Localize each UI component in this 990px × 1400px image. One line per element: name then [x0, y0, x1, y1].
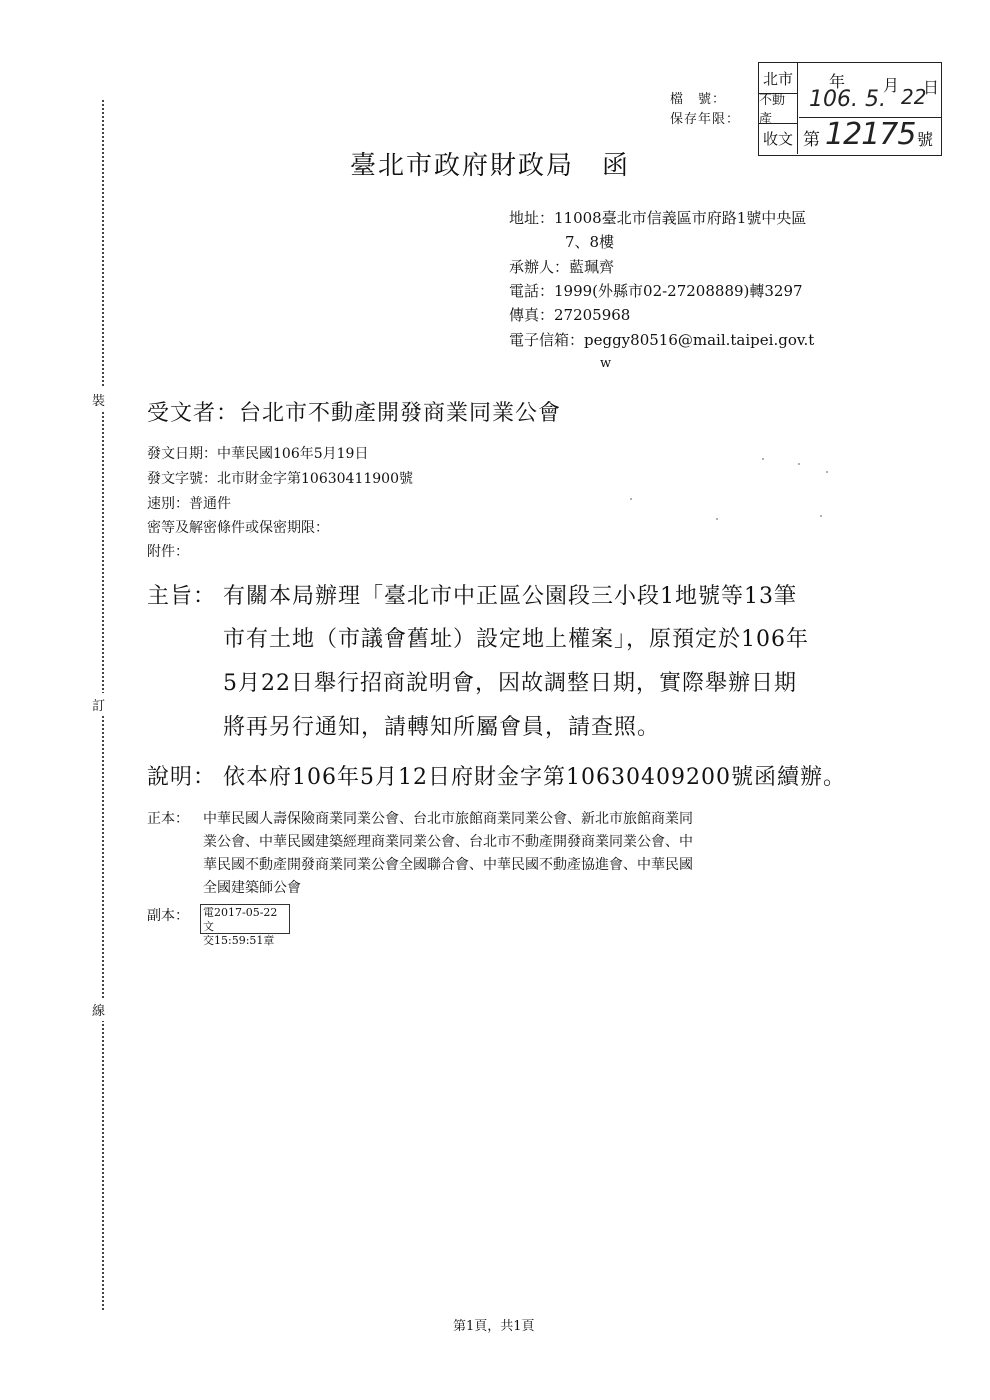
fax: 傳真：27205968 [509, 306, 631, 324]
subject-line-3: 5月22日舉行招商說明會，因故調整日期，實際舉辦日期 [223, 671, 797, 696]
scan-speck [762, 458, 764, 460]
explanation-label: 說明： [147, 765, 217, 790]
binding-char-xian: 線 [92, 998, 105, 1021]
stamp-cell-received: 收文 [759, 123, 798, 154]
electronic-exchange-stamp [200, 904, 290, 947]
exchange-stamp-line-1: 電2017-05-22文 [203, 906, 278, 933]
email-line-2: w [600, 356, 612, 371]
binding-char-zhuang: 裝 [92, 388, 105, 411]
attachment: 附件： [147, 544, 189, 560]
subject-line-4: 將再另行通知，請轉知所屬會員，請查照。 [223, 715, 661, 740]
issue-date: 發文日期：中華民國106年5月19日 [147, 446, 369, 462]
stamp-month-value: 5. [865, 87, 886, 112]
subject-line-2: 市有土地（市議會舊址）設定地上權案」，原預定於106年 [223, 627, 809, 652]
scan-speck [820, 515, 822, 517]
subject-line-1: 有關本局辦理「臺北市中正區公園段三小段1地號等13筆 [223, 584, 797, 609]
page-footer: 第1頁，共1頁 [453, 1319, 535, 1334]
scan-speck [630, 498, 632, 500]
original-line-4: 全國建築師公會 [203, 880, 301, 896]
scan-speck [798, 463, 800, 465]
stamp-number-suffix: 號 [917, 130, 934, 149]
email-line-1: 電子信箱：peggy80516@mail.taipei.gov.t [509, 331, 815, 349]
document-title: 臺北市政府財政局 函 [350, 151, 631, 181]
stamp-date-row [799, 63, 941, 118]
original-line-3: 華民國不動產開發商業同業公會全國聯合會、中華民國不動產協進會、中華民國 [203, 857, 693, 873]
original-line-2: 業公會、中華民國建築經理商業同業公會、台北市不動產開發商業同業公會、中 [203, 834, 693, 850]
original-line-1: 中華民國人壽保險商業同業公會、台北市旅館商業同業公會、新北市旅館商業同 [203, 811, 693, 827]
issue-number: 發文字號：北市財金字第10630411900號 [147, 471, 413, 487]
retention-label: 保存年限： [670, 112, 741, 127]
stamp-number-value: 12175 [825, 117, 916, 152]
phone: 電話：1999(外縣市02-27208889)轉3297 [509, 282, 803, 300]
explanation-text: 依本府106年5月12日府財金字第10630409200號函續辦。 [223, 765, 846, 790]
scan-speck [826, 471, 828, 473]
secrecy-level: 密等及解密條件或保密期限： [147, 520, 329, 536]
stamp-year-value: 106. [809, 87, 858, 112]
stamp-day-value: 22 [901, 85, 927, 109]
address-line-1: 地址：11008臺北市信義區市府路1號中央區 [509, 209, 807, 227]
exchange-stamp-line-2: 交15:59:51章 [203, 934, 275, 947]
copy-label: 副本： [147, 908, 189, 924]
file-number-label: 檔 號： [670, 92, 727, 107]
address-line-2: 7、8樓 [565, 233, 615, 251]
stamp-number-prefix: 第 [803, 130, 820, 150]
stamp-cell-realestate: 不動產 [759, 93, 798, 124]
subject-label: 主旨： [147, 584, 217, 609]
handler: 承辦人：藍珮齊 [509, 258, 615, 276]
recipient: 受文者：台北市不動產開發商業同業公會 [147, 401, 562, 426]
scan-speck [716, 518, 718, 520]
stamp-year-label: 年 [829, 72, 846, 91]
stamp-day-label: 日 [923, 78, 940, 97]
original-label: 正本： [147, 811, 189, 827]
speed-class: 速別：普通件 [147, 496, 231, 512]
binding-char-ding: 訂 [92, 693, 105, 716]
stamp-cell-taipei: 北市 [759, 63, 798, 94]
stamp-month-label: 月 [883, 76, 900, 95]
receipt-stamp [758, 62, 942, 156]
